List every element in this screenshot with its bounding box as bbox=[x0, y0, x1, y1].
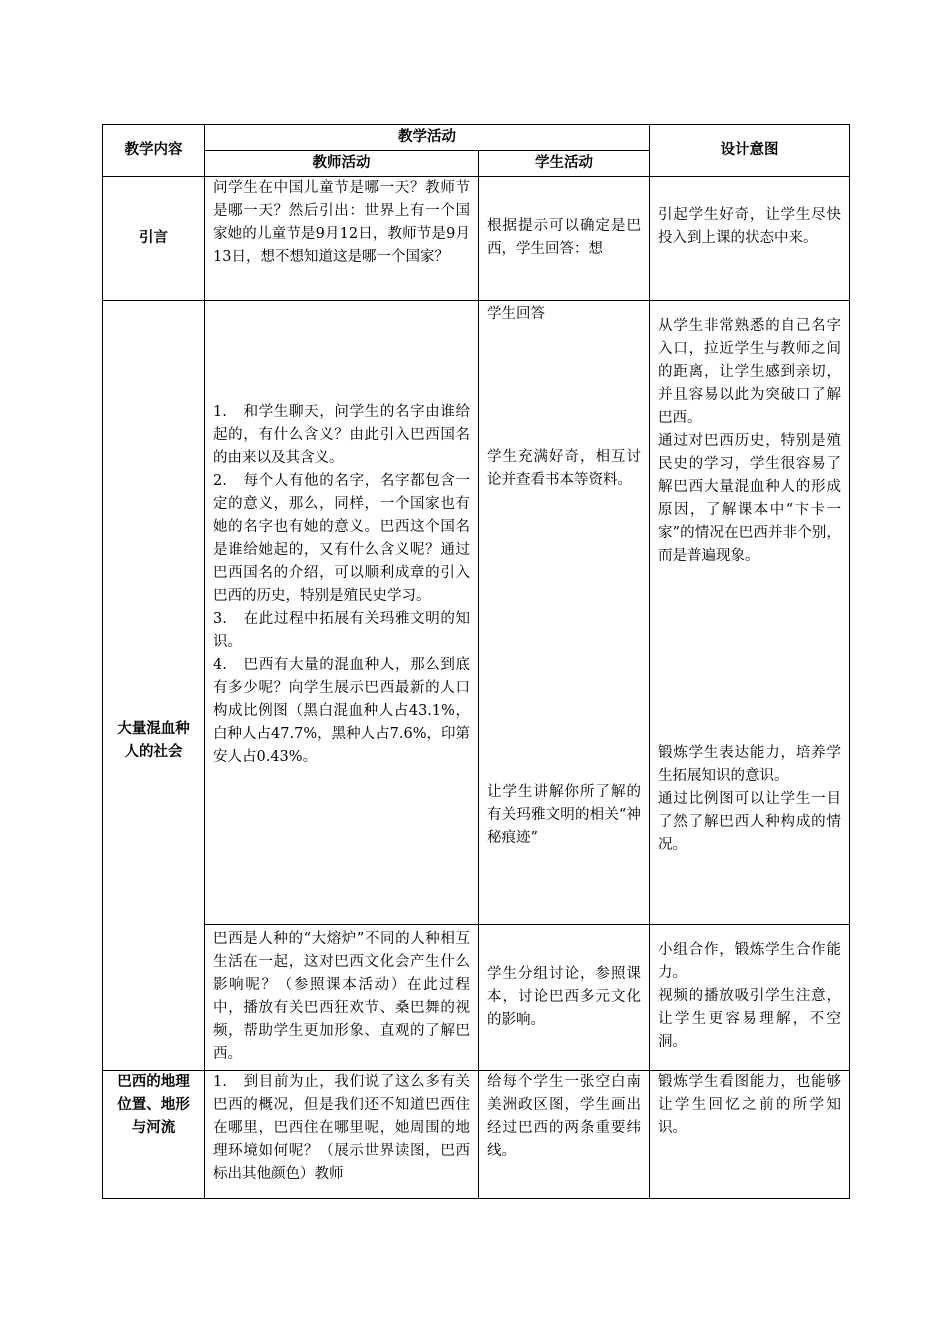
mixed-design-text-3: 锻炼学生表达能力，培养学生拓展知识的意识。 bbox=[658, 745, 841, 784]
intro-design-cell bbox=[650, 177, 850, 301]
mixed-teacher-item-3 bbox=[213, 608, 470, 654]
mixed-teacher-item-2 bbox=[213, 470, 470, 608]
culture-teacher-cell bbox=[205, 925, 479, 1071]
item-text: 在此过程中拓展有关玛雅文明的知识。 bbox=[213, 611, 470, 650]
lesson-plan-table bbox=[102, 124, 850, 1199]
header-student: 学生活动 bbox=[479, 151, 650, 177]
intro-student-text: 根据提示可以确定是巴西，学生回答：想 bbox=[487, 218, 641, 257]
header-activities: 教学活动 bbox=[205, 125, 650, 151]
culture-student-text: 学生分组讨论，参照课本，讨论巴西多元文化的影响。 bbox=[487, 966, 641, 1028]
row-geography bbox=[103, 1071, 850, 1199]
item-text: 和学生聊天，问学生的名字由谁给起的，有什么含义？由此引入巴西国名的由来以及其含义。 bbox=[213, 404, 470, 466]
header-design: 设计意图 bbox=[650, 125, 850, 177]
row-intro bbox=[103, 177, 850, 301]
culture-student-cell bbox=[479, 925, 650, 1071]
section-intro: 引言 bbox=[103, 177, 205, 301]
row-mixed bbox=[103, 301, 850, 925]
geo-teacher-cell bbox=[205, 1071, 479, 1199]
item-number: 1. bbox=[213, 1074, 227, 1090]
header-teacher: 教师活动 bbox=[205, 151, 479, 177]
culture-design-text-2: 视频的播放吸引学生注意，让学生更容易理解，不空洞。 bbox=[658, 988, 841, 1050]
intro-teacher-cell bbox=[205, 177, 479, 301]
geo-student-text: 给每个学生一张空白南美洲政区图，学生画出经过巴西的两条重要纬线。 bbox=[487, 1074, 641, 1159]
item-number: 3. bbox=[213, 611, 227, 627]
spacer bbox=[658, 568, 841, 742]
section-mixed-label: 大量混血种人的社会 bbox=[117, 720, 190, 760]
item-text: 巴西有大量的混血种人，那么到底有多少呢？向学生展示巴西最新的人口构成比例图（黑白混血种人占43.1%，白种人占47.7%，黑种人占7.6%，印第安人占0.43%。 bbox=[213, 657, 470, 765]
culture-design-cell bbox=[650, 925, 850, 1071]
mixed-design-text-4: 通过比例图可以让学生一目了然了解巴西人种构成的情况。 bbox=[658, 791, 841, 853]
intro-student-cell bbox=[479, 177, 650, 301]
geo-student-cell bbox=[479, 1071, 650, 1199]
geo-teacher-text bbox=[213, 1071, 470, 1186]
mixed-teacher-item-1 bbox=[213, 401, 470, 470]
culture-teacher-text: 巴西是人种的“大熔炉”不同的人种相互生活在一起，这对巴西文化会产生什么影响呢？（参照课本活动）在此过程中，播放有关巴西狂欢节、桑巴舞的视频，帮助学生更加形象、直观的了解巴西。 bbox=[213, 931, 470, 1062]
mixed-design-text-1: 从学生非常熟悉的自己名字入口，拉近学生与教师之间的距离，让学生感到亲切，并且容易以此为突破口了解巴西。 bbox=[658, 318, 841, 426]
mixed-student-cell bbox=[479, 301, 650, 925]
item-number: 4. bbox=[213, 657, 227, 673]
mixed-student-text-1: 学生回答 bbox=[487, 306, 545, 322]
item-number: 1. bbox=[213, 404, 227, 420]
item-number: 2. bbox=[213, 473, 227, 489]
mixed-student-text-2: 学生充满好奇，相互讨论并查看书本等资料。 bbox=[487, 449, 641, 488]
item-text: 每个人有他的名字，名字都包含一定的意义，那么，同样，一个国家也有她的名字也有她的意义。巴西这个国名是谁给她起的，又有什么含义呢？通过巴西国名的介绍，可以顺利成章的引入巴西的历史，特别是殖民史学习。 bbox=[213, 473, 470, 604]
geo-design-text: 锻炼学生看图能力，也能够让学生回忆之前的所学知识。 bbox=[658, 1074, 841, 1136]
culture-design-text-1: 小组合作，锻炼学生合作能力。 bbox=[658, 942, 841, 981]
row-culture bbox=[103, 925, 850, 1071]
mixed-design-cell bbox=[650, 301, 850, 925]
header-row-1 bbox=[103, 125, 850, 151]
intro-design-text: 引起学生好奇，让学生尽快投入到上课的状态中来。 bbox=[658, 207, 841, 246]
section-geography: 巴西的地理位置、地形与河流 bbox=[103, 1071, 205, 1199]
geo-design-cell bbox=[650, 1071, 850, 1199]
mixed-student-text-3: 让学生讲解你所了解的有关玛雅文明的相关“神秘痕迹” bbox=[487, 784, 641, 846]
header-content: 教学内容 bbox=[103, 125, 205, 177]
spacer bbox=[487, 326, 641, 446]
mixed-teacher-item-4 bbox=[213, 654, 470, 769]
spacer bbox=[487, 492, 641, 781]
section-mixed bbox=[103, 301, 205, 1071]
mixed-teacher-cell bbox=[205, 301, 479, 925]
mixed-design-text-2: 通过对巴西历史，特别是殖民史的学习，学生很容易了解巴西大量混血种人的形成原因，了解课本中“卞卡一家”的情况在巴西并非个别，而是普遍现象。 bbox=[658, 433, 841, 564]
item-text: 到目前为止，我们说了这么多有关巴西的概况，但是我们还不知道巴西住在哪里，巴西住在哪里呢，她周围的地理环境如何呢？（展示世界读图，巴西标出其他颜色）教师 bbox=[213, 1074, 470, 1182]
intro-teacher-text: 问学生在中国儿童节是哪一天？教师节是哪一天？然后引出：世界上有一个国家她的儿童节是9月12日，教师节是9月13日，想不想知道这是哪一个国家？ bbox=[213, 180, 470, 265]
